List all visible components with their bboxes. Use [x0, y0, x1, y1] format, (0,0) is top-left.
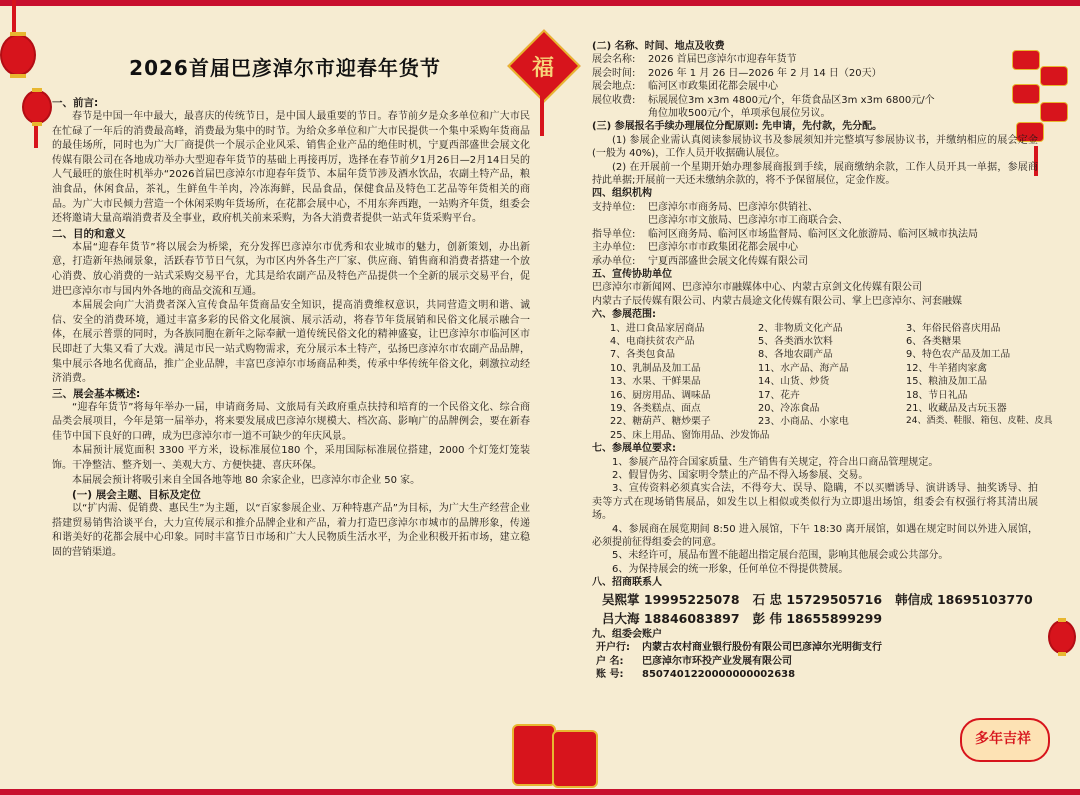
org-row: 主办单位: 巴彦淖尔市市政集团花都会展中心 [592, 242, 798, 254]
firecracker-icon [1040, 102, 1068, 122]
contact-phone[interactable]: 15729505716 [786, 591, 883, 607]
org-list [592, 201, 1038, 268]
registration-paragraph-2: (2) 在开展前一个星期开始办理参展商报到手续，展商缴纳余款，工作人员开具一单据，参展商持此单据;开展前一天还未缴纳余款的，将不予保留展位，定金作废。 [592, 161, 1038, 187]
scope-item: 2、非物质文化产品 [758, 322, 843, 334]
media-line-1: 巴彦淖尔市新闻网、巴彦淖尔市融媒体中心、内蒙古京剑文化传媒有限公司 [592, 282, 922, 294]
info-row: 展位收费: 标展展位3m x3m 4800元/个，年货食品区3m x3m 6800元/个 [592, 94, 935, 106]
requirement-item: 1、参展产品符合国家质量、生产销售有关规定，符合出口商品管理规定。 [612, 456, 939, 468]
section-heading-media: 五、宣传协助单位 [592, 268, 672, 280]
purpose-paragraph-1: 本届“迎春年货节”将以展会为桥梁，充分发挥巴彦淖尔市优秀和农业城市的魅力，创新策划，办出新意，打造新年热闹景象，活跃春节节日气氛，为市区内外各生产厂家、供应商、销售商和消费者搭建一个放心消费、放心消费的一站式采购交易平台，尤其是给农副产品及特色产品提供一个全新的展示交易平台，促进巴彦淖尔市与国内外各地的商品交流和互通。 [52, 241, 530, 297]
contact-name: 石 忠 [752, 591, 782, 607]
right-column [592, 40, 1053, 682]
info-row: 展会地点: 临河区市政集团花都会展中心 [592, 81, 778, 93]
scope-item: 19、各类糕点、面点 [610, 402, 701, 414]
section-heading-requirements: 七、参展单位要求: [592, 443, 676, 455]
overview-paragraph-3: 本届展会预计将吸引来自全国各地等地 80 余家企业，巴彦淖尔市企业 50 家。 [72, 474, 421, 486]
requirement-item: 3、宣传资料必须真实合法，不得夸大、误导、隐瞒，不以买赠诱导、演讲诱导、抽奖诱导、拍卖等方式在现场销售展品，如发生以上相似或类似行为立即退出场馆，组委会有权强行将其清出展场。 [592, 483, 1038, 522]
section-heading-organization: 四、组织机构 [592, 188, 652, 200]
scope-item: 16、厨房用品、调味品 [610, 389, 711, 401]
contact-name: 吴熙掌 [602, 591, 640, 607]
contact-phone[interactable]: 18695103770 [936, 591, 1033, 607]
scope-item: 1、进口食品家居商品 [610, 322, 705, 334]
scope-item: 22、糖葫芦、糖炒栗子 [610, 416, 711, 428]
contact-phone[interactable]: 19995225078 [643, 591, 740, 607]
requirement-item: 2、假冒伪劣、国家明令禁止的产品不得入场参展、交易。 [612, 470, 869, 481]
scope-item: 9、特色农产品及加工品 [906, 349, 1011, 361]
info-list [592, 53, 1038, 120]
scope-item: 4、电商扶贫农产品 [610, 335, 695, 347]
requirement-item: 6、为保持展会的统一形象，任何单位不得提供赞展。 [612, 563, 849, 575]
scope-item: 20、冷冻食品 [758, 402, 820, 414]
account-block [592, 641, 956, 682]
red-envelope-icon [552, 730, 598, 788]
scope-item: 7、各类包食品 [610, 349, 676, 361]
intro-paragraph: 春节是中国一年中最大，最喜庆的传统节日，是中国人最重要的节日。春节前夕是众多单位和广大市民在忙碌了一年后的消费最高峰，消费最为集中的时节。为给众多单位和广大市民提供一个集中采购年货商品的最佳场所，同时也为广大厂商提供一个展示企业风采、销售企业产品的绝佳时机，宁夏西部盛世会展文化传媒有限公司在各地成功举办大型迎春年货节的基础上再接再厉，选择在春节前夕1月26日—2月14日吴的人气最旺的旅住时机举办“2026首届巴彦淖尔市迎春年货节、本届年货节涉及酒水饮品，农副土特产品，粮油食品，休闲食品，茶礼，生鲜鱼牛羊肉，冷冻海鲜，民品食品，保健食品及特色工艺品等年货相关的商品。为广大市民倾力营造一个休闲采购年货场所，在花都会展中心，不用东奔西跑，一站购齐年货，组委会还将邀请大量高端消费者及全事业，政府机关前来采购，为各大消费者提供一站式年货采购平台。 [52, 111, 530, 225]
info-row: 角位加收500元/个，单项承包展位另议。 [648, 108, 831, 120]
scope-item: 24、酒类、鞋服、箱包、皮鞋、皮具 [906, 416, 1053, 427]
section-heading-overview: 三、展会基本概述: [52, 387, 141, 400]
fu-tassel-icon [540, 96, 544, 136]
org-row: 支持单位: 巴彦淖尔市商务局、巴彦淖尔供销社、 [592, 201, 818, 213]
contact-phone[interactable]: 18655899299 [786, 610, 883, 626]
contacts-row [602, 609, 1038, 628]
badge-text: 多年吉祥 [975, 731, 1031, 747]
scope-item: 3、年俗民俗喜庆用品 [906, 322, 1001, 334]
red-envelope-icon [512, 724, 556, 786]
scope-item: 21、收藏品及古玩玉器 [906, 402, 1007, 414]
lantern-icon [0, 34, 36, 76]
section-heading-account: 九、组委会账户 [592, 628, 662, 640]
scope-item: 8、各地农副产品 [758, 349, 833, 361]
contacts-row [602, 590, 1038, 609]
scope-item: 5、各类酒水饮料 [758, 335, 833, 347]
overview-paragraph-2: 本届预计展览面积 3300 平方米，设标准展位180 个，采用国际标准展位搭建，2000 个灯笼灯笼装饰。干净整洁、整齐划一、美观大方、方便快捷、喜庆环保。 [52, 445, 530, 472]
scope-item: 10、乳制品及加工品 [610, 362, 701, 374]
scope-item: 17、花卉 [758, 389, 800, 401]
section-heading-registration: (三) 参展报名手续办理展位分配原则: 先申请，先付款，先分配。 [592, 121, 883, 133]
org-row: 指导单位: 临河区商务局、临河区市场监督局、临河区文化旅游局、临河区城市执法局 [592, 228, 978, 240]
scope-item: 13、水果、干鲜果品 [610, 376, 701, 388]
purpose-paragraph-2: 本届展会向广大消费者深入宣传食品年货商品安全知识，提高消费维权意识，共同营造文明和谐、诚信、安全的消费环境，通过丰富多彩的民俗文化展演、展示活动，将春节年货展销和民俗文化展示融合一体，在展示普票的同时，为各族同胞在新年之际奉献一道传统民俗文化的精神盛宴，让巴彦淖尔市临河区市民即赶了大集又看了大戏。满足市民一站式购物需求，充分展示本土特产，弘扬巴彦淖尔市农副产品品牌，集中展示各地名优商品，推广企业品牌，丰富巴彦淖尔市场商品种类，传承中华传统年俗文化，刺激拉动经济消费。 [52, 300, 530, 385]
lantern-icon [22, 90, 52, 124]
scope-item: 14、山货、炒货 [758, 376, 830, 388]
info-row: 展会名称: 2026 首届巴彦淖尔市迎春年货节 [592, 54, 797, 66]
scope-item: 23、小商品、小家电 [758, 416, 849, 428]
left-column [52, 96, 530, 561]
contact-name: 彭 伟 [752, 610, 782, 626]
contact-phone[interactable]: 18846083897 [643, 610, 740, 626]
account-row: 开户行: 内蒙古农村商业银行股份有限公司巴彦淖尔光明街支行 [596, 642, 882, 654]
section-heading-info: (二) 名称、时间、地点及收费 [592, 41, 725, 52]
section-heading-scope: 六、参展范围: [592, 309, 656, 321]
scope-item: 18、节日礼品 [906, 389, 968, 401]
account-row: 户 名: 巴彦淖尔市环投产业发展有限公司 [596, 655, 792, 667]
registration-paragraph-1: (1) 参展企业需认真阅读参展协议书及参展须知并完整填写参展协议书，并缴纳相应的展会定金(一般为 40%)，工作人员开收据确认展位。 [592, 134, 1038, 160]
requirement-item: 4、参展商在展览期间 8:50 进入展馆，下午 18:30 离开展馆，如遇在规定时间以外进入展馆，必须提前征得组委会的同意。 [592, 523, 1038, 549]
account-row: 账 号: 8507401220000000002638 [596, 669, 796, 681]
firecracker-icon [1040, 66, 1068, 86]
overview-paragraph-1: “迎春年货节”将每年举办一届，申请商务局、文旅局有关政府重点扶持和培育的一个民俗文化、综合商品类会展项目，今年是第一届举办，将来要发展成巴彦淖尔规模大、档次高、影响广的品牌例会，要在新春佳节中国下良好的口碑，成为巴彦淖尔市一道不可缺少的年庆风景。 [52, 401, 530, 442]
lantern-string-left [12, 0, 16, 36]
scope-item: 25、床上用品、窗饰用品、沙发饰品 [610, 429, 770, 441]
page-title: 2026首届巴彦淖尔市迎春年货节 [129, 56, 441, 80]
scope-item: 11、水产品、海产品 [758, 362, 849, 374]
contacts-block [592, 590, 1038, 628]
requirement-item: 5、未经许可，展品布置不能超出指定展台范围，影响其他展会或公共部分。 [612, 550, 949, 562]
lantern-tassel-icon [34, 126, 38, 148]
section-heading-contacts: 八、招商联系人 [592, 577, 662, 589]
bottom-red-border [0, 789, 1080, 795]
subheading-theme: (一) 展会主题、目标及定位 [72, 489, 201, 502]
info-row: 展会时间: 2026 年 1 月 26 日—2026 年 2 月 14 日（20天） [592, 67, 882, 79]
section-heading-purpose: 二、目的和意义 [52, 227, 126, 240]
scope-item: 6、各类糖果 [906, 335, 962, 347]
theme-paragraph: 以“扩内需、促销费、惠民生”为主题，以“百家参展企业、万种特惠产品”为目标，为广大生产经营企业搭建贸易销售洽谈平台，大力宣传展示和推介品牌企业和产品，着力打造巴彦淖尔市城市的品牌形象，传递和谐美好的花都会展中心印象。同时丰富节日市场和广大人民物质生活水平，为企业积极开拓市场，建立稳固的营销渠道。 [52, 503, 530, 559]
section-heading-intro: 一、前言: [52, 97, 99, 109]
lantern-icon [1048, 620, 1076, 654]
scope-item: 12、牛羊猪肉家禽 [906, 362, 988, 374]
fu-character: 福 [531, 56, 554, 81]
org-row: 巴彦淖尔市文旅局、巴彦淖尔市工商联合会、 [648, 215, 848, 227]
contact-name: 韩信成 [895, 591, 933, 607]
org-row: 承办单位: 宁夏西部盛世会展文化传媒有限公司 [592, 255, 808, 267]
requirements-list [592, 456, 1038, 577]
scope-grid [592, 322, 1053, 443]
scope-item: 15、粮油及加工品 [906, 376, 988, 388]
contact-name: 吕大海 [602, 610, 640, 626]
top-red-border [0, 0, 1080, 6]
media-line-2: 内蒙古子辰传媒有限公司、内蒙古晨途文化传媒有限公司、掌上巴彦淖尔、河套融媒 [592, 295, 962, 307]
festive-badge [960, 718, 1046, 758]
